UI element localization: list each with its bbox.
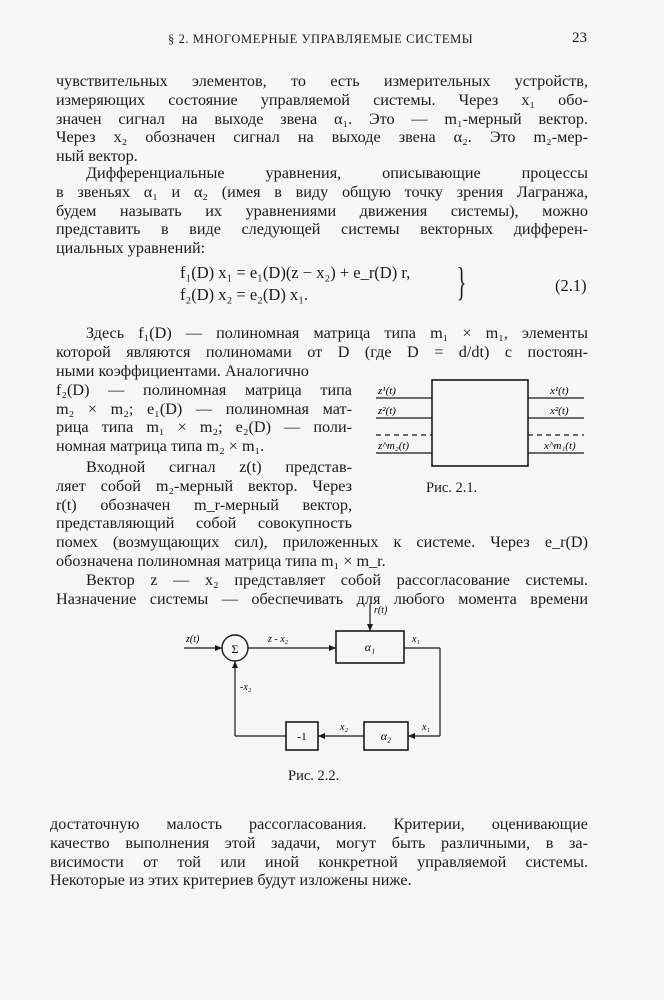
output-label-2: x²(t)	[550, 405, 569, 417]
text-line: m₂ × m₂; e₁(D) — полиномная мат-	[56, 399, 352, 418]
x1-right-label: x₁	[422, 722, 430, 733]
text-line: значен сигнал на выходе звена α₁. Это — m₁-мерный вектор.	[56, 109, 588, 128]
text-line: Через x₂ обозначен сигнал на выходе звена α₂. Это m₂-мер-	[56, 128, 588, 147]
section-title: § 2. МНОГОМЕРНЫЕ УПРАВЛЯЕМЫЕ СИСТЕМЫ	[168, 32, 474, 46]
text-line: измеряющих состояние управляемой системы. Через x₁ обо-	[56, 90, 588, 109]
figure-2-2	[176, 600, 466, 762]
text-line: Назначение системы — обеспечивать для любого момента времени	[56, 589, 588, 608]
text-line: циальных уравнений:	[56, 239, 206, 258]
text-line: Некоторые из этих критериев будут изложены ниже.	[50, 871, 412, 890]
text-line: Дифференциальные уравнения, описывающие процессы	[86, 164, 588, 182]
text-line: ляет собой m₂-мерный вектор. Через	[56, 476, 352, 495]
text-line: номная матрица типа m₂ × m₁.	[56, 437, 265, 456]
paragraph-3-narrow	[56, 362, 352, 456]
r-label: r(t)	[374, 605, 388, 616]
system-block	[432, 380, 528, 466]
text-line: которой являются полиномами от D (где D = d/dt) с постоян-	[56, 342, 588, 361]
equation-2-1	[180, 259, 467, 306]
text-line: представляющий собой совокупность	[56, 514, 352, 533]
minus-one-label: -1	[297, 731, 307, 743]
text-line: f₂(D) — полиномная матрица типа	[56, 380, 352, 399]
text-line: качество выполнения этой задачи, могут быть различными, в за-	[50, 833, 588, 852]
paragraph-1	[56, 72, 588, 166]
x2-mid-label: x₂	[340, 722, 348, 733]
text-line: Вектор z — x₂ представляет собой рассогласование системы.	[86, 571, 588, 589]
paragraph-2	[56, 164, 588, 258]
text-line: рица типа m₁ × m₂; e₂(D) — поли-	[56, 418, 352, 437]
figure-2-2-caption: Рис. 2.2.	[288, 768, 340, 784]
text-line: в звеньях α₁ и α₂ (имея в виду общую точку зрения Лагранжа,	[56, 182, 588, 201]
output-label-3: x^m₁(t)	[544, 440, 576, 452]
equation-line-1: f₁(D) x₁ = e₁(D)(z − x₂) + e_r(D) r,	[180, 263, 411, 282]
input-label-3: z^m₂(t)	[378, 440, 410, 452]
z-input-label: z(t)	[186, 634, 200, 645]
text-line: ный вектор.	[56, 147, 138, 166]
paragraph-3-full	[56, 324, 588, 362]
text-line: висимости от той или иной конкретной управляемой системы.	[50, 852, 588, 871]
paragraph-4-full	[56, 533, 588, 571]
text-line: r(t) обозначен m_r-мерный вектор,	[56, 495, 352, 514]
text-line: достаточную малость рассогласования. Критерии, оценивающие	[50, 815, 588, 833]
error-label: z - x₂	[268, 634, 289, 645]
paragraph-4-narrow	[56, 458, 352, 533]
text-line: чувствительных элементов, то есть измерительных устройств,	[56, 72, 588, 90]
figure-2-1	[370, 378, 592, 478]
alpha1-label: α₁	[364, 640, 376, 654]
text-line: ными коэффициентами. Аналогично	[56, 362, 309, 380]
text-line: Здесь f₁(D) — полиномная матрица типа m₁ × m₁, элементы	[86, 324, 588, 342]
input-label-2: z²(t)	[378, 405, 396, 417]
equation-brace: }	[456, 259, 467, 304]
text-line: будем называть их уравнениями движения системы), можно	[56, 201, 588, 220]
input-label-1: z¹(t)	[378, 385, 396, 397]
figure-2-1-caption: Рис. 2.1.	[426, 480, 478, 496]
running-header	[0, 30, 664, 50]
equation-line-2: f₂(D) x₂ = e₂(D) x₁.	[180, 285, 309, 304]
text-line: Входной сигнал z(t) представ-	[86, 458, 352, 476]
text-line: помех (возмущающих сил), приложенных к системе. Через e_r(D)	[56, 533, 588, 551]
sum-symbol: Σ	[231, 642, 239, 656]
alpha2-label: α₂	[380, 729, 392, 743]
x1-top-label: x₁	[412, 634, 420, 645]
output-label-1: x¹(t)	[550, 385, 569, 397]
paragraph-6	[50, 815, 588, 890]
text-line: представить в виде следующей системы векторных дифферен-	[56, 220, 588, 239]
equation-number: (2.1)	[555, 276, 587, 295]
text-line: обозначена полиномная матрица типа m₁ × m_r.	[56, 551, 386, 570]
page-number: 23	[572, 30, 587, 46]
neg-x2-label: -x₂	[240, 682, 252, 693]
